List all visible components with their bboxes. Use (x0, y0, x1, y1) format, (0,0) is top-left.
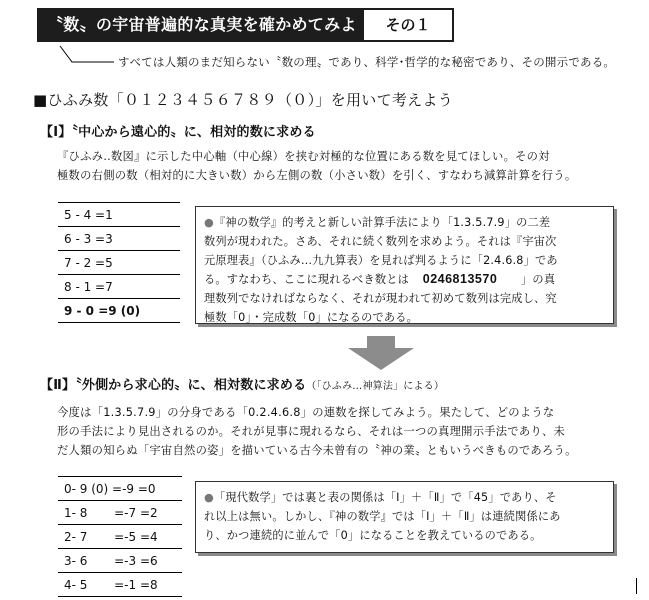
section2-heading-text: 【Ⅱ】〝外側から求心的〟に、相対数に求める (40, 378, 307, 393)
section2-heading (40, 374, 444, 393)
equation-row: 2- 7 =-5 =4 (58, 525, 182, 549)
callout-line: 「現代数学」では裏と表の関係は「Ⅰ」＋「Ⅱ」で「45」であり、そ (213, 491, 557, 504)
section2-callout (195, 481, 614, 553)
section1-paragraph (57, 147, 576, 185)
section2-heading-note: （「ひふみ…神算法」による） (306, 381, 445, 392)
callout-line: 理数列でなければならなく、それが現われて初めて数列は完成し、究 (204, 292, 557, 305)
subtitle: すべては人類のまだ知らない〝数の理〟であり、科学･哲学的な秘密であり、その開示である。 (118, 55, 616, 69)
callout-line: り、かつ連続的に並んで「0」になることを教えているのである。 (204, 529, 542, 542)
bullet-icon: ● (204, 216, 214, 229)
callout-line: 数列が現われた。さあ、それに続く数列を求めよう。それは『宇宙次 (204, 235, 557, 248)
equation-row: 0- 9 (0) =-9 =0 (58, 477, 182, 501)
callout-line: る。すなわち、ここに現れるべき数とは (204, 273, 409, 286)
section1-equation-table (58, 202, 180, 323)
equation-row: 9 - 0 =9 (0) (58, 299, 180, 323)
equation-row: 5 - 4 =1 (58, 203, 180, 227)
section2-paragraph (57, 403, 577, 460)
header-label: その１ (362, 8, 454, 42)
bullet-icon: ● (204, 491, 214, 504)
callout-line: 元原理表』（ひふみ…九九算表）を見れば判るように「2.4.6.8」であ (204, 254, 558, 267)
section1-heading: 【Ⅰ】〝中心から遠心的〟に、相対的数に求める (40, 125, 316, 140)
section1-callout (195, 206, 614, 324)
section2-paragraph-line: 今度は「1.3.5.7.9」の分身である「0.2.4.6.8」の連数を探してみよう。果たして、どのような (57, 406, 555, 419)
equation-row: 7 - 2 =5 (58, 251, 180, 275)
callout-line: 『神の数学』的考えと新しい計算手法により「1.3.5.7.9」の二差 (213, 216, 551, 229)
sequence-value: 0246813570 (422, 272, 498, 286)
section2-paragraph-line: 形の手法により見出されるのか。それが見事に現れるなら、それは一つの真理開示手法であり、未 (57, 425, 566, 438)
section1-paragraph-line: 『ひふみ‥数図』に示した中心軸（中心線）を挟む対極的な位置にある数を見てほしい。その対 (57, 150, 550, 163)
section2-equation-table (58, 476, 182, 597)
callout-line: 極数「0」・完成数「0」になるのである。 (204, 311, 419, 324)
equation-row: 4- 5 =-1 =8 (58, 573, 182, 597)
leader-line-icon (58, 44, 114, 68)
equation-row: 1- 8 =-7 =2 (58, 501, 182, 525)
down-arrow-icon (348, 336, 414, 370)
callout-line: 」の真 (521, 273, 556, 286)
equation-row: 6 - 3 =3 (58, 227, 180, 251)
callout-line: れ以上は無い。しかし、『神の数学』では「Ⅰ」＋「Ⅱ」は連続関係にあ (204, 510, 561, 523)
text-cursor (636, 578, 637, 594)
equation-row: 8 - 1 =7 (58, 275, 180, 299)
section1-paragraph-line: 極数の右側の数（相対的に大きい数）から左側の数（小さい数）を引く、すなわち減算計算を行う。 (57, 169, 577, 182)
header-title: 〝数〟の宇宙普遍的な真実を確かめてみよう (37, 8, 362, 42)
equation-row: 3- 6 =-3 =6 (58, 549, 182, 573)
section2-paragraph-line: だ人類の知らぬ「宇宙自然の姿」を描いている古今未曾有の〝神の業〟ともいうべきものであろう。 (57, 444, 577, 457)
main-title: ■ひふみ数「０１２３４５６７８９（０）」を用いて考えよう (33, 91, 454, 109)
